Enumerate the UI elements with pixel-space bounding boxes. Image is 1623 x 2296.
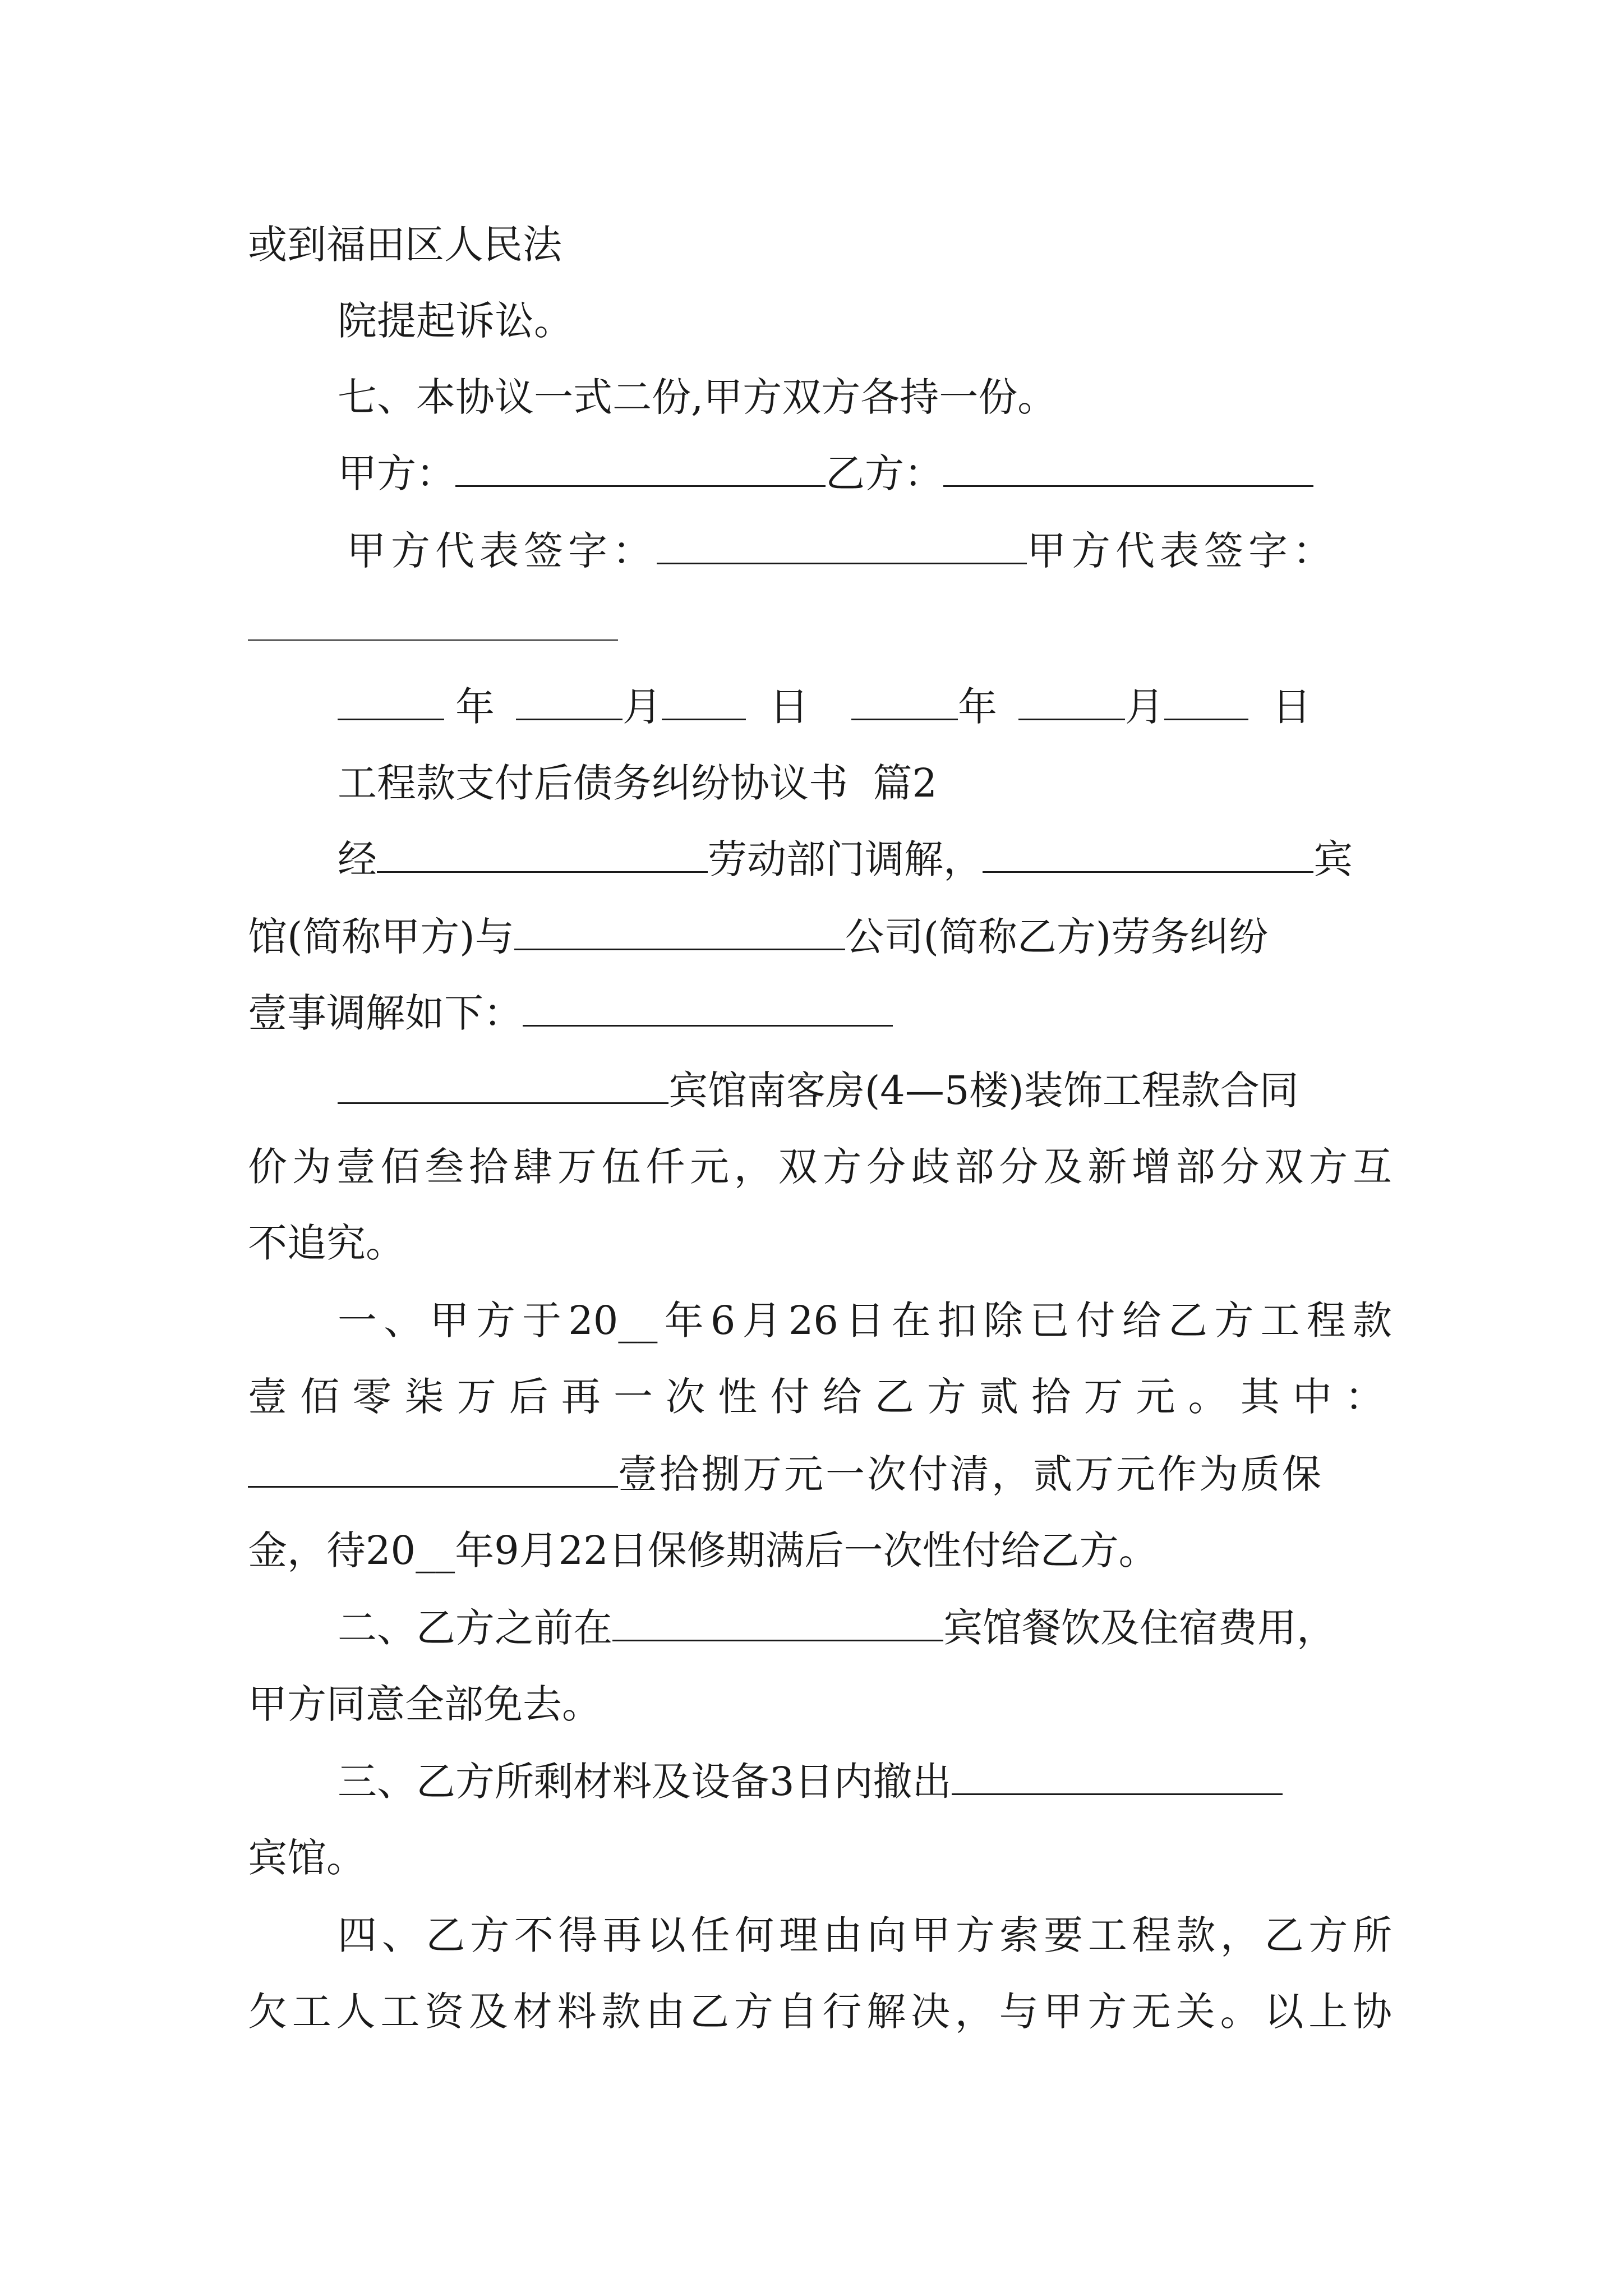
month-blank-2 bbox=[1018, 684, 1125, 720]
text-line bbox=[338, 1294, 1392, 1347]
text: 一、甲方于20__年6月26日在扣除已付给乙方工程款 bbox=[338, 1297, 1392, 1343]
fill-blank bbox=[952, 1759, 1283, 1795]
text-line bbox=[338, 832, 1392, 886]
rep-b-blank-line bbox=[248, 600, 1392, 654]
month-label: 月 bbox=[623, 684, 662, 730]
text: 馆(简称甲方)与 bbox=[248, 914, 514, 960]
day-label: 日 bbox=[769, 684, 809, 730]
fill-blank bbox=[248, 1451, 618, 1488]
text: 四、乙方不得再以任何理由向甲方索要工程款，乙方所 bbox=[338, 1912, 1392, 1958]
fill-blank bbox=[514, 914, 845, 950]
text-line bbox=[338, 1601, 1392, 1655]
party-b-label: 乙方： bbox=[826, 450, 943, 496]
text: 壹佰零柒万后再一次性付给乙方贰拾万元。其中： bbox=[248, 1374, 1392, 1420]
text: 院提起诉讼。 bbox=[338, 298, 573, 344]
text-line bbox=[338, 1908, 1392, 1962]
text: 或到福田区人民法 bbox=[248, 222, 562, 268]
text: 公司(简称乙方)劳务纠纷 bbox=[845, 914, 1269, 960]
party-b-blank bbox=[943, 450, 1313, 487]
day-blank bbox=[662, 684, 746, 720]
text-line bbox=[248, 1677, 1392, 1731]
text-line bbox=[248, 1447, 1392, 1501]
date-line bbox=[338, 680, 1392, 734]
text: 宾 bbox=[1313, 836, 1353, 882]
text: 欠工人工资及材料款由乙方自行解决，与甲方无关。以上协 bbox=[248, 1989, 1392, 2035]
year-label-2: 年 bbox=[958, 684, 997, 730]
fill-blank bbox=[338, 1068, 668, 1104]
clause-seven bbox=[338, 370, 1392, 424]
text-line bbox=[248, 1370, 1392, 1424]
text-line bbox=[248, 1140, 1392, 1194]
text: 不追究。 bbox=[248, 1220, 405, 1266]
text-line bbox=[248, 218, 1392, 272]
fill-blank bbox=[983, 836, 1313, 873]
text: 价为壹佰叁拾肆万伍仟元，双方分歧部分及新增部分双方互 bbox=[248, 1144, 1392, 1190]
party-a-blank bbox=[455, 450, 826, 487]
text-line bbox=[248, 1985, 1392, 2039]
text: 宾馆。 bbox=[248, 1835, 366, 1881]
text: 金，待20__年9月22日保修期满后一次性付给乙方。 bbox=[248, 1527, 1158, 1573]
text-line bbox=[248, 910, 1392, 964]
party-a-label: 甲方： bbox=[338, 450, 455, 496]
text: 壹拾捌万元一次付清，贰万元作为质保 bbox=[618, 1451, 1324, 1497]
text: 劳动部门调解， bbox=[708, 836, 983, 882]
month-blank bbox=[516, 684, 623, 720]
text: 七、本协议一式二份,甲方双方各持一份。 bbox=[338, 374, 1057, 420]
fill-blank bbox=[612, 1605, 943, 1641]
section-heading bbox=[338, 756, 1392, 810]
text: 经 bbox=[338, 836, 377, 882]
text-line bbox=[248, 1831, 1392, 1885]
text-line bbox=[338, 1755, 1392, 1809]
text: 甲方同意全部免去。 bbox=[248, 1681, 601, 1727]
year-blank-2 bbox=[851, 684, 958, 720]
signature-parties-line bbox=[338, 447, 1392, 500]
text: 三、乙方所剩材料及设备3日内撤出 bbox=[338, 1759, 952, 1805]
year-label: 年 bbox=[455, 684, 495, 730]
fill-blank bbox=[377, 836, 708, 873]
text: 壹事调解如下： bbox=[248, 990, 523, 1036]
fill-blank bbox=[523, 990, 893, 1027]
text-line bbox=[338, 294, 1392, 348]
month-label-2: 月 bbox=[1125, 684, 1164, 730]
rep-b-label: 甲方代表签字： bbox=[1027, 528, 1337, 574]
text-line bbox=[248, 1216, 1392, 1270]
text-line bbox=[248, 986, 1392, 1040]
text-line bbox=[248, 1524, 1392, 1577]
heading-text: 工程款支付后债务纠纷协议书 篇2 bbox=[338, 760, 938, 806]
signature-rep-line bbox=[347, 524, 1401, 578]
text: 二、乙方之前在 bbox=[338, 1605, 612, 1651]
year-blank bbox=[338, 684, 444, 720]
day-label-2: 日 bbox=[1272, 684, 1311, 730]
text-line bbox=[338, 1064, 1392, 1117]
text: 宾馆南客房(4—5楼)装饰工程款合同 bbox=[668, 1068, 1299, 1114]
rep-b-blank bbox=[248, 605, 618, 641]
text: 宾馆餐饮及住宿费用， bbox=[943, 1605, 1336, 1651]
day-blank-2 bbox=[1164, 684, 1248, 720]
rep-a-blank bbox=[657, 528, 1027, 564]
rep-a-label: 甲方代表签字： bbox=[347, 528, 657, 574]
